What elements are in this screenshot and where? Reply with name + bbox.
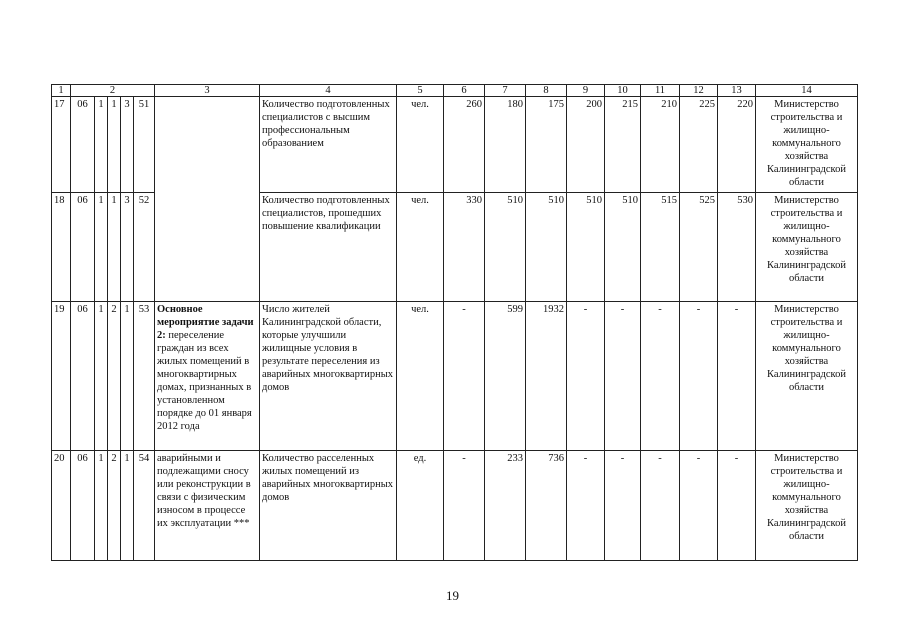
activity-cell-empty — [155, 97, 260, 302]
header-cell: 1 — [52, 85, 71, 97]
indicator-name: Количество подготовленных специалистов, прошедших повышение квалификации — [260, 193, 397, 302]
value-cell: 530 — [718, 193, 756, 302]
header-cell: 14 — [756, 85, 858, 97]
unit-cell: ед. — [397, 451, 444, 561]
code-cell: 1 — [95, 97, 108, 193]
header-cell: 5 — [397, 85, 444, 97]
row-number: 20 — [52, 451, 71, 561]
code-cell: 53 — [134, 302, 155, 451]
responsible-cell: Министерство строительства и жилищно-коммунального хозяйства Калининградской области — [756, 451, 858, 561]
value-cell: - — [444, 302, 485, 451]
value-cell: - — [680, 451, 718, 561]
value-cell: 233 — [485, 451, 526, 561]
code-cell: 3 — [121, 97, 134, 193]
code-cell: 1 — [121, 302, 134, 451]
value-cell: 260 — [444, 97, 485, 193]
unit-cell: чел. — [397, 97, 444, 193]
value-cell: - — [567, 451, 605, 561]
responsible-cell: Министерство строительства и жилищно-коммунального хозяйства Калининградской области — [756, 302, 858, 451]
code-cell: 1 — [121, 451, 134, 561]
header-cell: 12 — [680, 85, 718, 97]
code-cell: 2 — [108, 302, 121, 451]
responsible-cell: Министерство строительства и жилищно-коммунального хозяйства Калининградской области — [756, 97, 858, 193]
value-cell: - — [718, 451, 756, 561]
code-cell: 1 — [95, 451, 108, 561]
header-cell: 8 — [526, 85, 567, 97]
value-cell: - — [718, 302, 756, 451]
header-cell: 6 — [444, 85, 485, 97]
value-cell: - — [680, 302, 718, 451]
header-cell: 11 — [641, 85, 680, 97]
code-cell: 1 — [95, 193, 108, 302]
header-cell: 2 — [71, 85, 155, 97]
value-cell: 180 — [485, 97, 526, 193]
code-cell: 06 — [71, 302, 95, 451]
header-cell: 4 — [260, 85, 397, 97]
indicator-name: Количество подготовленных специалистов с высшим профессиональным образованием — [260, 97, 397, 193]
unit-cell: чел. — [397, 193, 444, 302]
table-row — [52, 302, 858, 451]
code-cell: 1 — [95, 302, 108, 451]
value-cell: 510 — [567, 193, 605, 302]
value-cell: 525 — [680, 193, 718, 302]
value-cell: 225 — [680, 97, 718, 193]
value-cell: 510 — [485, 193, 526, 302]
value-cell: - — [641, 302, 680, 451]
header-cell: 7 — [485, 85, 526, 97]
responsible-cell: Министерство строительства и жилищно-коммунального хозяйства Калининградской области — [756, 193, 858, 302]
indicators-table — [51, 84, 858, 561]
value-cell: - — [605, 451, 641, 561]
value-cell: - — [641, 451, 680, 561]
table-row — [52, 451, 858, 561]
activity-description-continued: аварийными и подлежащими сносу или реконструкции в связи с физическим износом в процессе их эксплуатации *** — [155, 451, 260, 561]
row-number: 18 — [52, 193, 71, 302]
header-cell: 3 — [155, 85, 260, 97]
header-row — [52, 85, 858, 97]
value-cell: - — [567, 302, 605, 451]
value-cell: 515 — [641, 193, 680, 302]
value-cell: - — [605, 302, 641, 451]
row-number: 19 — [52, 302, 71, 451]
code-cell: 1 — [108, 193, 121, 302]
activity-description — [155, 302, 260, 451]
value-cell: 215 — [605, 97, 641, 193]
code-cell: 06 — [71, 193, 95, 302]
value-cell: 510 — [605, 193, 641, 302]
value-cell: 175 — [526, 97, 567, 193]
code-cell: 52 — [134, 193, 155, 302]
header-cell: 10 — [605, 85, 641, 97]
activity-title: Основное мероприятие задачи 2: — [157, 304, 254, 341]
code-cell: 51 — [134, 97, 155, 193]
code-cell: 06 — [71, 451, 95, 561]
code-cell: 54 — [134, 451, 155, 561]
page-number: 19 — [446, 588, 459, 603]
value-cell: 1932 — [526, 302, 567, 451]
value-cell: 200 — [567, 97, 605, 193]
value-cell: 330 — [444, 193, 485, 302]
indicator-name: Число жителей Калининградской области, которые улучшили жилищные условия в результате переселения из аварийных многоквартирных домов — [260, 302, 397, 451]
code-cell: 06 — [71, 97, 95, 193]
activity-text-top: переселение граждан из всех жилых помещений в многоквартирных домах, признанных в установленном порядке до 01 января 2012 года — [157, 330, 252, 432]
value-cell: 599 — [485, 302, 526, 451]
value-cell: 220 — [718, 97, 756, 193]
row-number: 17 — [52, 97, 71, 193]
value-cell: 210 — [641, 97, 680, 193]
code-cell: 1 — [108, 97, 121, 193]
value-cell: 510 — [526, 193, 567, 302]
code-cell: 3 — [121, 193, 134, 302]
indicator-name: Количество расселенных жилых помещений из аварийных многоквартирных домов — [260, 451, 397, 561]
header-cell: 13 — [718, 85, 756, 97]
table-row — [52, 97, 858, 193]
unit-cell: чел. — [397, 302, 444, 451]
value-cell: - — [444, 451, 485, 561]
header-cell: 9 — [567, 85, 605, 97]
value-cell: 736 — [526, 451, 567, 561]
code-cell: 2 — [108, 451, 121, 561]
